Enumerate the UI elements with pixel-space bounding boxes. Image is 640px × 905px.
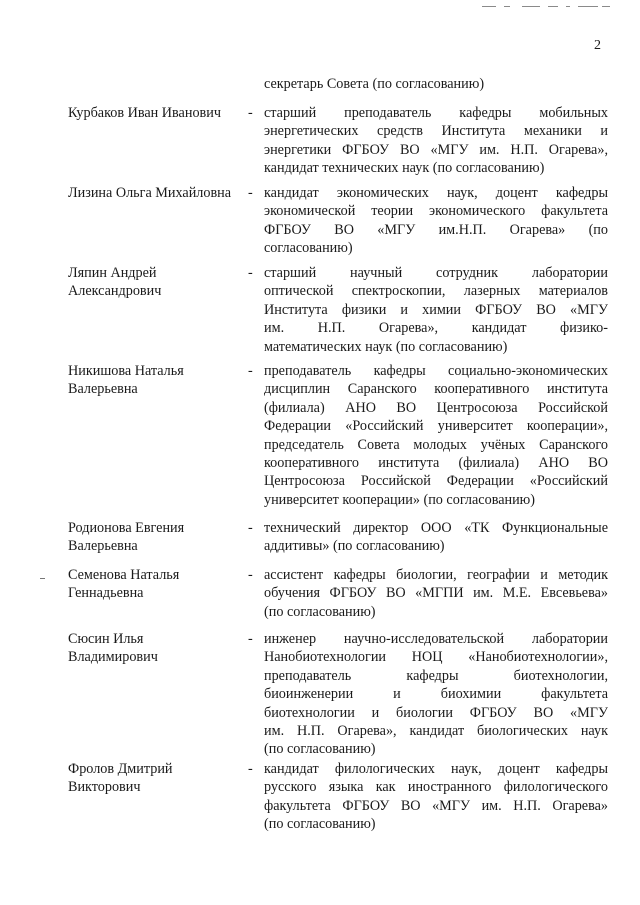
member-description <box>264 566 608 621</box>
description-line: факультета ФГБОУ ВО «МГУ им. Н.П. Огарева» <box>264 797 608 814</box>
description-line: старший научный сотрудник лаборатории <box>264 265 608 281</box>
member-description <box>264 104 608 178</box>
description-line: кандидат филологических наук, доцент кафедры <box>264 761 608 777</box>
member-name: Родионова Евгения Валерьевна <box>68 520 185 555</box>
description-line: кооперативного института (филиала) АНО ВО <box>264 454 608 471</box>
member-description <box>264 264 608 356</box>
description-line: (филиала) АНО ВО Центросоюза Российской <box>264 399 608 416</box>
description-line: технический директор ООО «ТК Функциональные <box>264 520 608 536</box>
description-line: (по согласованию) <box>264 741 376 758</box>
dash-separator: - <box>248 631 253 647</box>
dash-separator: - <box>248 105 253 121</box>
description-line: инженер научно-исследовательской лаборатории <box>264 631 608 647</box>
description-line: аддитивы» (по согласованию) <box>264 538 445 555</box>
page-number: 2 <box>594 38 601 53</box>
description-line: (по согласованию) <box>264 603 376 620</box>
member-description <box>264 760 608 834</box>
member-name: Никишова Наталья Валерьевна <box>68 363 184 398</box>
description-line: обучения ФГБОУ ВО «МГПИ им. М.Е. Евсевьева» <box>264 585 608 602</box>
member-description <box>264 184 608 258</box>
header-line-text: секретарь Совета (по согласованию) <box>264 76 485 92</box>
description-line: оптической спектроскопии, лазерных материалов <box>264 283 608 300</box>
member-description <box>264 630 608 759</box>
description-line: Института физики и химии ФГБОУ ВО «МГУ <box>264 301 608 318</box>
description-line: энергетических средств Института механики и <box>264 123 608 140</box>
member-name: Ляпин Андрей Александрович <box>68 265 162 300</box>
description-line: русского языка как иностранного филологического <box>264 779 608 796</box>
member-name: Курбаков Иван Иванович <box>68 105 221 121</box>
description-line: согласованию) <box>264 240 353 257</box>
description-line: Федерации «Российский университет кооперации», <box>264 418 608 435</box>
description-line: Центросоюза Российской Федерации «Российский <box>264 473 608 490</box>
description-line: кандидат технических наук (по согласованию) <box>264 160 545 177</box>
member-description <box>264 362 608 509</box>
dash-separator: - <box>248 567 253 583</box>
member-name: Сюсин Илья Владимирович <box>68 631 158 666</box>
description-line: (по согласованию) <box>264 816 376 833</box>
dash-separator: - <box>248 761 253 777</box>
description-line: им. Н.П. Огарева», кандидат физико- <box>264 320 608 337</box>
description-line: преподаватель кафедры биотехнологии, <box>264 667 608 684</box>
description-line: университет кооперации» (по согласованию) <box>264 491 536 508</box>
member-name: Лизина Ольга Михайловна <box>68 185 232 201</box>
description-line: старший преподаватель кафедры мобильных <box>264 105 608 121</box>
description-line: ассистент кафедры биологии, географии и методик <box>264 567 608 583</box>
member-description <box>264 519 608 556</box>
member-name: Семенова Наталья Геннадьевна <box>68 567 180 602</box>
description-line: председатель Совета молодых учёных Саранского <box>264 436 608 453</box>
description-line: экономической теории экономического факультета <box>264 203 608 220</box>
description-line: кандидат экономических наук, доцент кафедры <box>264 185 608 201</box>
scan-artifact <box>482 4 612 10</box>
scan-mark <box>40 578 45 579</box>
description-line: энергетики ФГБОУ ВО «МГУ им. Н.П. Огарева», <box>264 141 608 158</box>
description-line: дисциплин Саранского кооперативного института <box>264 381 608 398</box>
dash-separator: - <box>248 520 253 536</box>
dash-separator: - <box>248 265 253 281</box>
description-line: им. Н.П. Огарева», кандидат биологических наук <box>264 722 608 739</box>
description-line: ФГБОУ ВО «МГУ им.Н.П. Огарева» (по <box>264 221 608 238</box>
description-line: биотехнологии и биологии ФГБОУ ВО «МГУ <box>264 704 608 721</box>
member-name: Фролов Дмитрий Викторович <box>68 761 173 796</box>
dash-separator: - <box>248 185 253 201</box>
description-line: Нанобиотехнологии НОЦ «Нанобиотехнологии», <box>264 649 608 666</box>
description-line: преподаватель кафедры социально-экономических <box>264 363 608 379</box>
description-line: биоинженерии и биохимии факультета <box>264 686 608 703</box>
description-line: математических наук (по согласованию) <box>264 338 508 355</box>
dash-separator: - <box>248 363 253 379</box>
